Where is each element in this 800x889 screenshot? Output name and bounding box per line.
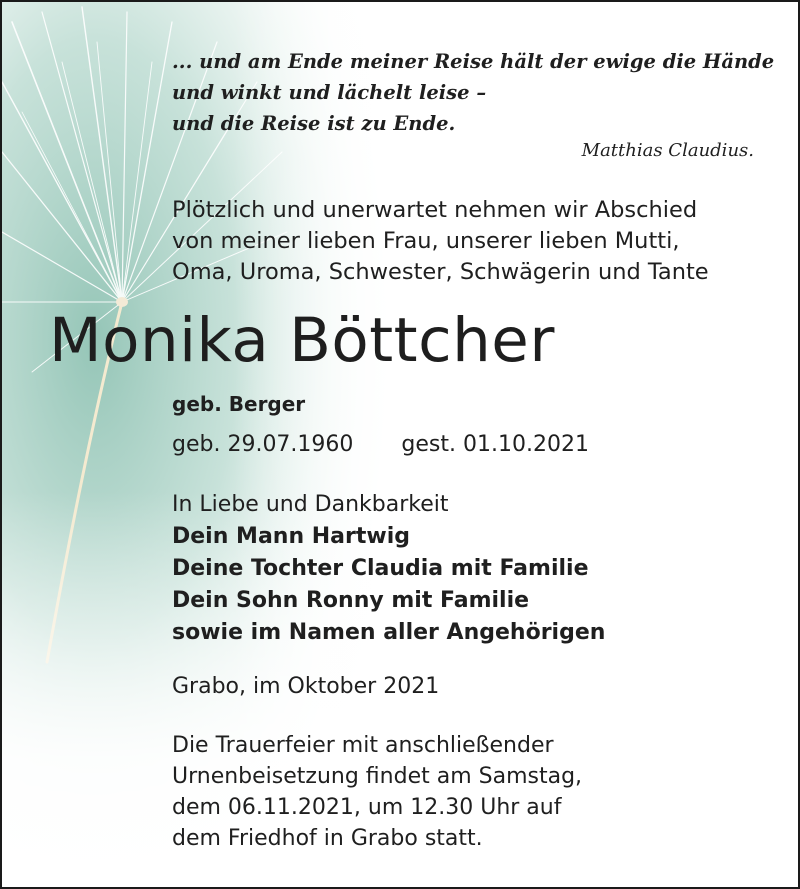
- farewell-intro: [172, 195, 709, 288]
- quote-author: Matthias Claudius.: [581, 140, 754, 161]
- funeral-info: [172, 730, 582, 854]
- poem-quote: [172, 46, 774, 139]
- deceased-name: Monika Böttcher: [49, 305, 555, 376]
- mourner-name: Dein Sohn Ronny mit Familie: [172, 588, 530, 613]
- funeral-line: Die Trauerfeier mit anschließender: [172, 733, 554, 758]
- birth-date: geb. 29.07.1960: [172, 432, 354, 457]
- funeral-line: dem Friedhof in Grabo statt.: [172, 826, 483, 851]
- funeral-line: dem 06.11.2021, um 12.30 Uhr auf: [172, 795, 562, 820]
- mourner-name: Deine Tochter Claudia mit Familie: [172, 556, 589, 581]
- intro-line: Plötzlich und unerwartet nehmen wir Abschied: [172, 197, 698, 223]
- maiden-name: geb. Berger: [172, 392, 306, 416]
- mourners-list: [172, 489, 605, 649]
- mourner-name: Dein Mann Hartwig: [172, 524, 411, 549]
- life-dates: [172, 432, 589, 457]
- mourner-name: sowie im Namen aller Angehörigen: [172, 620, 606, 645]
- quote-line: und die Reise ist zu Ende.: [172, 112, 456, 135]
- mourners-intro: In Liebe und Dankbarkeit: [172, 492, 449, 517]
- funeral-line: Urnenbeisetzung findet am Samstag,: [172, 764, 583, 789]
- intro-line: Oma, Uroma, Schwester, Schwägerin und Tante: [172, 259, 709, 285]
- place-and-date: Grabo, im Oktober 2021: [172, 674, 440, 699]
- intro-line: von meiner lieben Frau, unserer lieben Mutti,: [172, 228, 680, 254]
- death-date: gest. 01.10.2021: [401, 432, 589, 457]
- quote-line: ... und am Ende meiner Reise hält der ewige die Hände: [172, 50, 775, 73]
- quote-line: und winkt und lächelt leise –: [172, 81, 487, 104]
